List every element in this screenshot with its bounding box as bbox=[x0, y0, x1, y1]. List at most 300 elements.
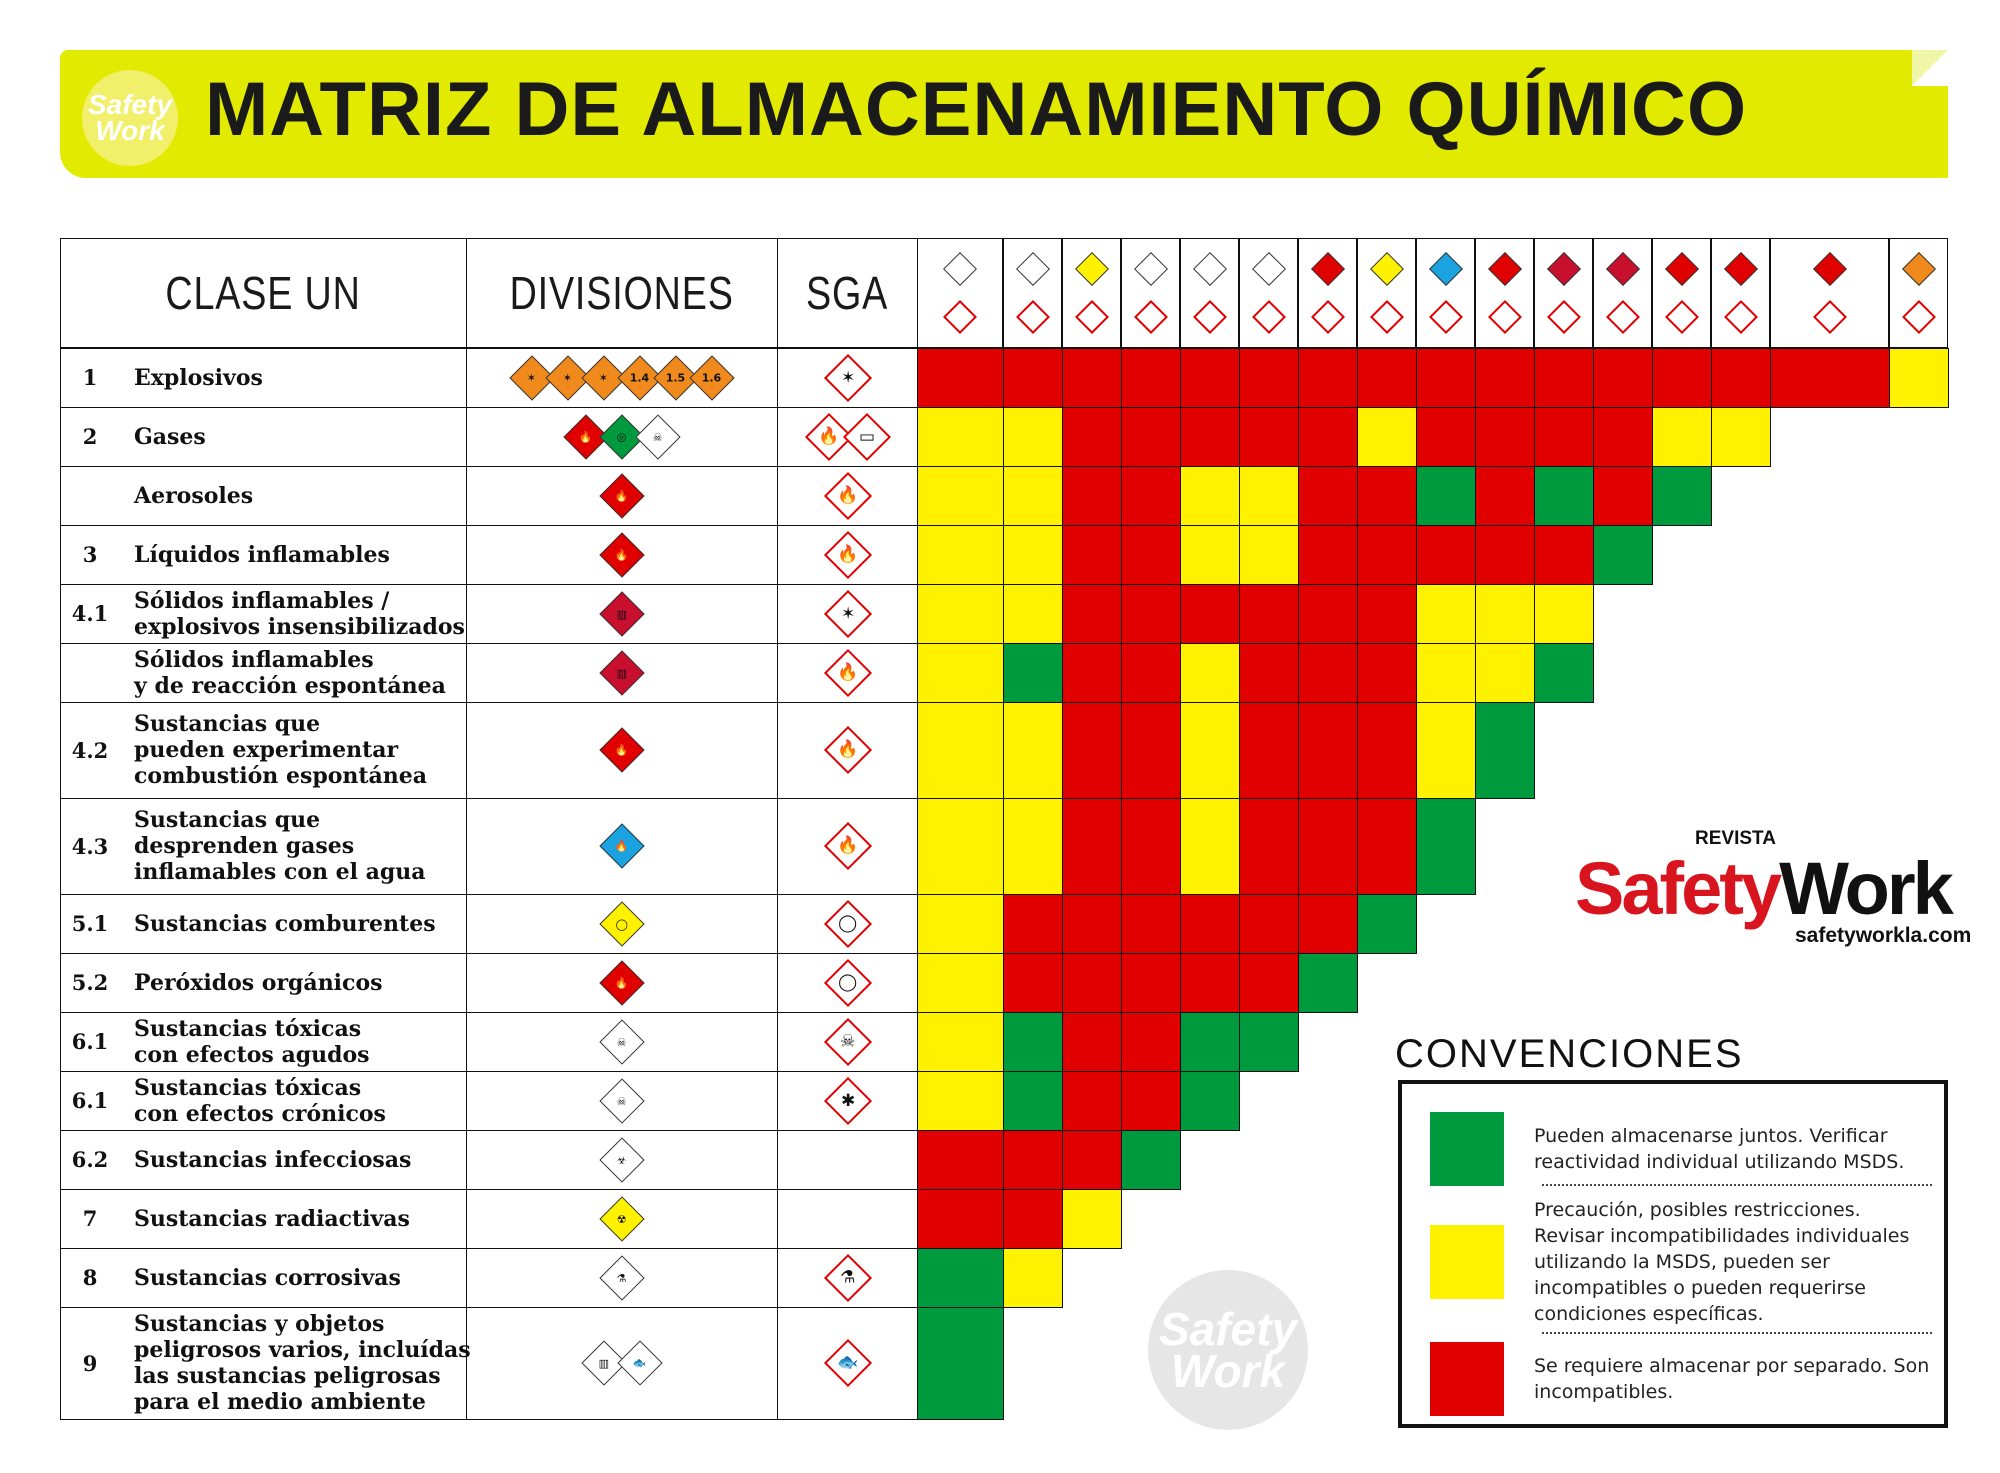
legend-green-text: Pueden almacenarse juntos. Verificar reactividad individual utilizando MSDS. bbox=[1534, 1125, 1905, 1173]
row-divisions bbox=[466, 466, 778, 525]
matrix-cell bbox=[1239, 348, 1299, 408]
grid-column-header bbox=[1534, 238, 1593, 348]
row-class-number: 6.1 bbox=[71, 1029, 109, 1054]
matrix-cell bbox=[1062, 1189, 1122, 1249]
matrix-cell bbox=[1121, 525, 1181, 585]
matrix-cell bbox=[1003, 584, 1063, 644]
ghs-pictogram-icon: 🔥 bbox=[804, 412, 852, 460]
row-class-number: 9 bbox=[82, 1350, 98, 1376]
row-sga-pictograms bbox=[777, 1130, 918, 1189]
column-divider bbox=[60, 348, 61, 1419]
matrix-cell bbox=[917, 1130, 1004, 1190]
matrix-cell bbox=[1357, 894, 1417, 954]
matrix-cell bbox=[1593, 407, 1653, 467]
matrix-cell bbox=[1239, 525, 1299, 585]
ghs-pictogram-icon bbox=[1547, 300, 1581, 334]
ghs-pictogram-icon bbox=[1665, 300, 1699, 334]
matrix-cell bbox=[1180, 584, 1240, 644]
ghs-pictogram-icon: 🔥 bbox=[823, 648, 871, 696]
ghs-pictogram-icon bbox=[1075, 300, 1109, 334]
legend-yellow-swatch bbox=[1430, 1225, 1504, 1299]
hazard-diamond-icon bbox=[1311, 252, 1345, 286]
hazard-diamond-icon: ▥ bbox=[599, 591, 644, 636]
hazard-diamond-icon bbox=[1488, 252, 1522, 286]
ghs-pictogram-icon: ▭ bbox=[842, 412, 890, 460]
hazard-diamond-icon: ☠ bbox=[599, 1078, 644, 1123]
matrix-cell bbox=[1239, 584, 1299, 644]
matrix-cell bbox=[1298, 466, 1358, 526]
matrix-cell bbox=[917, 525, 1004, 585]
row-class-label: Sustancias comburentes bbox=[134, 910, 436, 937]
matrix-cell bbox=[1062, 798, 1122, 895]
hazard-diamond-icon: 🔥 bbox=[599, 960, 644, 1005]
hazard-diamond-icon: ◎ bbox=[599, 414, 644, 459]
hazard-diamond-icon: 🐟 bbox=[617, 1340, 662, 1385]
row-class-label: Sólidos inflamables / explosivos insensibilizados bbox=[134, 587, 465, 640]
row-divisions bbox=[466, 407, 778, 466]
hazard-diamond-icon bbox=[1193, 252, 1227, 286]
row-class-number: 6.1 bbox=[71, 1088, 109, 1113]
conventions-legend bbox=[1398, 1080, 1948, 1428]
row-class-label: Sustancias que pueden experimentar combustión espontánea bbox=[134, 711, 428, 789]
row-divisions bbox=[466, 953, 778, 1012]
hazard-diamond-icon: 🔥 bbox=[599, 823, 644, 868]
legend-yellow-text: Precaución, posibles restricciones. Revisar incompatibilidades individuales utilizando la MSDS, pueden ser incompatibles o pueden requerirse condiciones específicas. bbox=[1534, 1199, 1910, 1325]
hazard-diamond-icon: 1.4 bbox=[617, 355, 662, 400]
matrix-cell bbox=[1298, 798, 1358, 895]
row-class-number: 2 bbox=[82, 424, 98, 449]
row-divisions bbox=[466, 1307, 778, 1419]
grid-column-header bbox=[1357, 238, 1416, 348]
matrix-cell bbox=[1239, 466, 1299, 526]
matrix-cell bbox=[1239, 894, 1299, 954]
matrix-cell bbox=[1416, 702, 1476, 799]
legend-green bbox=[1430, 1104, 1930, 1194]
hazard-diamond-icon: 1.5 bbox=[653, 355, 698, 400]
matrix-cell bbox=[1475, 643, 1535, 703]
matrix-cell bbox=[1180, 407, 1240, 467]
hazard-diamond-icon: ⚗ bbox=[599, 1255, 644, 1300]
ghs-pictogram-icon bbox=[1311, 300, 1345, 334]
ghs-pictogram-icon bbox=[1370, 300, 1404, 334]
hazard-diamond-icon: 🔥 bbox=[599, 532, 644, 577]
matrix-cell bbox=[1062, 584, 1122, 644]
matrix-cell bbox=[1003, 466, 1063, 526]
matrix-cell bbox=[1180, 798, 1240, 895]
grid-column-header bbox=[1593, 238, 1652, 348]
matrix-cell bbox=[1180, 466, 1240, 526]
matrix-cell bbox=[1475, 525, 1535, 585]
matrix-cell bbox=[1003, 894, 1063, 954]
matrix-cell bbox=[1239, 1012, 1299, 1072]
matrix-cell bbox=[1003, 643, 1063, 703]
matrix-cell bbox=[1239, 798, 1299, 895]
ghs-pictogram-icon: ◯ bbox=[823, 958, 871, 1006]
matrix-cell bbox=[1062, 1130, 1122, 1190]
hazard-diamond-icon: ✶ bbox=[545, 355, 590, 400]
hazard-diamond-icon bbox=[1724, 252, 1758, 286]
row-class-number: 4.1 bbox=[71, 601, 109, 626]
ghs-pictogram-icon bbox=[1902, 300, 1936, 334]
matrix-cell bbox=[1534, 348, 1594, 408]
matrix-cell bbox=[1357, 525, 1417, 585]
row-class-label: Sustancias radiactivas bbox=[134, 1205, 410, 1232]
ghs-pictogram-icon: ◯ bbox=[823, 899, 871, 947]
matrix-cell bbox=[1357, 466, 1417, 526]
matrix-cell bbox=[917, 1189, 1004, 1249]
matrix-cell bbox=[917, 702, 1004, 799]
matrix-cell bbox=[1062, 466, 1122, 526]
hazard-diamond-icon bbox=[1134, 252, 1168, 286]
row-class-number bbox=[60, 643, 120, 702]
matrix-cell bbox=[1298, 584, 1358, 644]
hazard-diamond-icon: ▥ bbox=[599, 650, 644, 695]
ghs-pictogram-icon: ✶ bbox=[823, 353, 871, 401]
matrix-cell bbox=[1062, 407, 1122, 467]
matrix-cell bbox=[1180, 348, 1240, 408]
grid-column-header bbox=[1298, 238, 1357, 348]
matrix-cell bbox=[1062, 894, 1122, 954]
row-class-number: 8 bbox=[82, 1265, 98, 1290]
matrix-cell bbox=[1121, 466, 1181, 526]
matrix-cell bbox=[1298, 702, 1358, 799]
row-divider bbox=[60, 1419, 917, 1420]
matrix-cell bbox=[1121, 953, 1181, 1013]
row-class-label: Sustancias que desprenden gases inflamables con el agua bbox=[134, 807, 426, 885]
matrix-cell bbox=[1534, 643, 1594, 703]
matrix-cell bbox=[1416, 584, 1476, 644]
hazard-diamond-icon bbox=[1252, 252, 1286, 286]
row-class-label: Sustancias corrosivas bbox=[134, 1264, 401, 1291]
matrix-cell bbox=[1298, 643, 1358, 703]
matrix-cell bbox=[1357, 798, 1417, 895]
matrix-cell bbox=[1003, 702, 1063, 799]
safetywork-logo bbox=[82, 70, 178, 166]
matrix-cell bbox=[1770, 348, 1890, 408]
matrix-cell bbox=[1298, 894, 1358, 954]
ghs-pictogram-icon bbox=[1488, 300, 1522, 334]
header-clase-un: CLASE UN bbox=[60, 238, 467, 348]
matrix-cell bbox=[1593, 466, 1653, 526]
hazard-diamond-icon bbox=[1547, 252, 1581, 286]
ghs-pictogram-icon: ☠ bbox=[823, 1017, 871, 1065]
matrix-cell bbox=[917, 348, 1004, 408]
matrix-cell bbox=[1239, 407, 1299, 467]
matrix-cell bbox=[1003, 1130, 1063, 1190]
matrix-cell bbox=[1357, 702, 1417, 799]
matrix-cell bbox=[917, 407, 1004, 467]
matrix-cell bbox=[1357, 643, 1417, 703]
hazard-diamond-icon: 🔥 bbox=[563, 414, 608, 459]
matrix-cell bbox=[1298, 525, 1358, 585]
matrix-cell bbox=[1475, 702, 1535, 799]
matrix-cell bbox=[1593, 525, 1653, 585]
legend-divider bbox=[1542, 1184, 1932, 1186]
row-divisions bbox=[466, 1248, 778, 1307]
row-sga-pictograms bbox=[777, 894, 918, 953]
row-divisions bbox=[466, 1012, 778, 1071]
row-class-label: Gases bbox=[134, 423, 206, 450]
row-sga-pictograms bbox=[777, 407, 918, 466]
matrix-cell bbox=[1121, 1130, 1181, 1190]
hazard-diamond-icon: 1.6 bbox=[689, 355, 734, 400]
hazard-diamond-icon bbox=[943, 252, 977, 286]
ghs-pictogram-icon: 🔥 bbox=[823, 530, 871, 578]
matrix-cell bbox=[1062, 953, 1122, 1013]
row-divisions bbox=[466, 1189, 778, 1248]
grid-column-header bbox=[1652, 238, 1711, 348]
matrix-cell bbox=[1180, 525, 1240, 585]
hazard-diamond-icon: ☣ bbox=[599, 1137, 644, 1182]
hazard-diamond-icon: ▥ bbox=[581, 1340, 626, 1385]
matrix-cell bbox=[1416, 798, 1476, 895]
row-sga-pictograms bbox=[777, 1071, 918, 1130]
matrix-cell bbox=[1534, 407, 1594, 467]
row-sga-pictograms bbox=[777, 348, 918, 407]
matrix-cell bbox=[1534, 525, 1594, 585]
matrix-cell bbox=[1180, 1012, 1240, 1072]
matrix-cell bbox=[1239, 643, 1299, 703]
row-class-label: Sustancias y objetos peligrosos varios, incluídas las sustancias peligrosas para el medio ambiente bbox=[134, 1311, 471, 1415]
ghs-pictogram-icon bbox=[1429, 300, 1463, 334]
row-divisions bbox=[466, 643, 778, 702]
ghs-pictogram-icon: 🔥 bbox=[823, 822, 871, 870]
row-class-number: 5.2 bbox=[71, 970, 109, 995]
matrix-cell bbox=[917, 953, 1004, 1013]
matrix-cell bbox=[1180, 1071, 1240, 1131]
row-class-number: 4.3 bbox=[71, 833, 109, 859]
hazard-diamond-icon: ☠ bbox=[599, 1019, 644, 1064]
matrix-cell bbox=[1889, 348, 1949, 408]
matrix-cell bbox=[1003, 953, 1063, 1013]
matrix-cell bbox=[1534, 584, 1594, 644]
legend-red-swatch bbox=[1430, 1342, 1504, 1416]
legend-yellow bbox=[1430, 1192, 1930, 1332]
matrix-cell bbox=[1180, 894, 1240, 954]
watermark-logo: Safety Work bbox=[1148, 1270, 1308, 1430]
grid-column-header bbox=[1062, 238, 1121, 348]
row-sga-pictograms bbox=[777, 1248, 918, 1307]
matrix-cell bbox=[917, 894, 1004, 954]
row-class-label: Sustancias tóxicas con efectos agudos bbox=[134, 1015, 370, 1068]
matrix-cell bbox=[1416, 525, 1476, 585]
row-divisions bbox=[466, 525, 778, 584]
hazard-diamond-icon: ☠ bbox=[635, 414, 680, 459]
grid-column-header bbox=[1239, 238, 1298, 348]
matrix-cell bbox=[1180, 953, 1240, 1013]
matrix-cell bbox=[1062, 525, 1122, 585]
brand-revista: REVISTA bbox=[1695, 828, 1776, 849]
matrix-cell bbox=[1357, 348, 1417, 408]
ghs-pictogram-icon: 🔥 bbox=[823, 471, 871, 519]
row-divisions bbox=[466, 702, 778, 798]
matrix-cell bbox=[1652, 348, 1712, 408]
grid-column-header bbox=[1711, 238, 1770, 348]
row-class-number: 5.1 bbox=[71, 911, 109, 936]
matrix-cell bbox=[917, 643, 1004, 703]
hazard-diamond-icon: 🔥 bbox=[599, 473, 644, 518]
matrix-cell bbox=[1003, 525, 1063, 585]
matrix-cell bbox=[1475, 466, 1535, 526]
legend-red bbox=[1430, 1336, 1930, 1422]
matrix-cell bbox=[1711, 407, 1771, 467]
matrix-cell bbox=[1298, 407, 1358, 467]
ghs-pictogram-icon: 🔥 bbox=[823, 726, 871, 774]
hazard-diamond-icon bbox=[1429, 252, 1463, 286]
matrix-cell bbox=[1121, 1012, 1181, 1072]
matrix-cell bbox=[917, 466, 1004, 526]
row-class-label: Explosivos bbox=[134, 364, 263, 391]
matrix-cell bbox=[1652, 466, 1712, 526]
grid-column-header bbox=[1121, 238, 1180, 348]
row-sga-pictograms bbox=[777, 466, 918, 525]
ghs-pictogram-icon: ⚗ bbox=[823, 1253, 871, 1301]
row-class-label: Líquidos inflamables bbox=[134, 541, 390, 568]
ghs-pictogram-icon: ✱ bbox=[823, 1076, 871, 1124]
matrix-cell bbox=[1416, 643, 1476, 703]
column-divider bbox=[466, 348, 467, 1419]
matrix-cell bbox=[1711, 348, 1771, 408]
brand-name: SafetyWork bbox=[1575, 847, 1951, 930]
row-class-number: 7 bbox=[82, 1206, 98, 1231]
matrix-cell bbox=[1121, 798, 1181, 895]
legend-red-text: Se requiere almacenar por separado. Son incompatibles. bbox=[1534, 1355, 1930, 1403]
matrix-cell bbox=[1180, 643, 1240, 703]
logo-line1: Safety bbox=[87, 89, 173, 120]
matrix-cell bbox=[1357, 407, 1417, 467]
row-divisions bbox=[466, 1071, 778, 1130]
hazard-diamond-icon: ✶ bbox=[581, 355, 626, 400]
hazard-diamond-icon bbox=[1813, 252, 1847, 286]
hazard-diamond-icon bbox=[1016, 252, 1050, 286]
row-class-number: 4.2 bbox=[71, 737, 109, 763]
matrix-cell bbox=[917, 1071, 1004, 1131]
ghs-pictogram-icon: ✶ bbox=[823, 589, 871, 637]
header-sga: SGA bbox=[777, 238, 918, 348]
row-sga-pictograms bbox=[777, 584, 918, 643]
matrix-cell bbox=[917, 798, 1004, 895]
matrix-cell bbox=[1062, 1071, 1122, 1131]
matrix-cell bbox=[1298, 953, 1358, 1013]
row-divisions bbox=[466, 1130, 778, 1189]
row-sga-pictograms bbox=[777, 1012, 918, 1071]
row-class-label: Sustancias tóxicas con efectos crónicos bbox=[134, 1074, 386, 1127]
matrix-cell bbox=[1475, 584, 1535, 644]
matrix-cell bbox=[1121, 643, 1181, 703]
row-class-number: 6.2 bbox=[71, 1147, 109, 1172]
matrix-cell bbox=[1416, 348, 1476, 408]
row-sga-pictograms bbox=[777, 525, 918, 584]
ghs-pictogram-icon bbox=[1193, 300, 1227, 334]
matrix-cell bbox=[1121, 894, 1181, 954]
matrix-cell bbox=[1062, 348, 1122, 408]
logo-line2: Work bbox=[95, 115, 165, 146]
row-divisions bbox=[466, 348, 778, 407]
ghs-pictogram-icon: 🐟 bbox=[823, 1339, 871, 1387]
row-class-label: Peróxidos orgánicos bbox=[134, 969, 383, 996]
matrix-cell bbox=[1121, 348, 1181, 408]
hazard-diamond-icon: 🔥 bbox=[599, 727, 644, 772]
row-sga-pictograms bbox=[777, 1189, 918, 1248]
matrix-cell bbox=[1003, 407, 1063, 467]
hazard-diamond-icon bbox=[1370, 252, 1404, 286]
ghs-pictogram-icon bbox=[1016, 300, 1050, 334]
row-sga-pictograms bbox=[777, 702, 918, 798]
hazard-diamond-icon: ◯ bbox=[599, 901, 644, 946]
row-class-label: Sustancias infecciosas bbox=[134, 1146, 412, 1173]
matrix-cell bbox=[1121, 702, 1181, 799]
matrix-cell bbox=[917, 584, 1004, 644]
banner-corner-fold bbox=[1912, 50, 1948, 86]
matrix-cell bbox=[1475, 407, 1535, 467]
ghs-pictogram-icon bbox=[1724, 300, 1758, 334]
grid-column-header bbox=[1770, 238, 1889, 348]
row-class-number: 3 bbox=[82, 542, 98, 567]
matrix-cell bbox=[1121, 1071, 1181, 1131]
ghs-pictogram-icon bbox=[1252, 300, 1286, 334]
row-sga-pictograms bbox=[777, 798, 918, 894]
matrix-cell bbox=[1534, 466, 1594, 526]
matrix-cell bbox=[1121, 407, 1181, 467]
ghs-pictogram-icon bbox=[943, 300, 977, 334]
grid-column-header bbox=[1003, 238, 1062, 348]
grid-column-header bbox=[917, 238, 1003, 348]
hazard-diamond-icon bbox=[1606, 252, 1640, 286]
row-divisions bbox=[466, 894, 778, 953]
row-class-label: Aerosoles bbox=[134, 482, 254, 509]
row-class-number: 1 bbox=[82, 365, 98, 390]
legend-divider bbox=[1542, 1332, 1932, 1334]
matrix-cell bbox=[1652, 407, 1712, 467]
matrix-cell bbox=[1593, 348, 1653, 408]
row-divisions bbox=[466, 798, 778, 894]
matrix-cell bbox=[1239, 953, 1299, 1013]
row-sga-pictograms bbox=[777, 1307, 918, 1419]
grid-column-header bbox=[1475, 238, 1534, 348]
matrix-cell bbox=[1003, 1189, 1063, 1249]
row-sga-pictograms bbox=[777, 953, 918, 1012]
matrix-cell bbox=[1121, 584, 1181, 644]
matrix-cell bbox=[917, 1248, 1004, 1308]
column-divider bbox=[777, 348, 778, 1419]
matrix-cell bbox=[1003, 348, 1063, 408]
matrix-cell bbox=[1003, 1012, 1063, 1072]
matrix-cell bbox=[1475, 348, 1535, 408]
matrix-cell bbox=[1416, 407, 1476, 467]
page-title: MATRIZ DE ALMACENAMIENTO QUÍMICO bbox=[205, 67, 1748, 152]
matrix-cell bbox=[1062, 1012, 1122, 1072]
hazard-diamond-icon bbox=[1902, 252, 1936, 286]
matrix-cell bbox=[1003, 1071, 1063, 1131]
matrix-cell bbox=[1062, 643, 1122, 703]
legend-green-swatch bbox=[1430, 1112, 1504, 1186]
matrix-cell bbox=[1062, 702, 1122, 799]
matrix-cell bbox=[917, 1012, 1004, 1072]
ghs-pictogram-icon bbox=[1606, 300, 1640, 334]
hazard-diamond-icon: ☢ bbox=[599, 1196, 644, 1241]
grid-column-header bbox=[1889, 238, 1948, 348]
header-divisiones: DIVISIONES bbox=[466, 238, 778, 348]
row-class-label: Sólidos inflamables y de reacción espontánea bbox=[134, 646, 446, 699]
matrix-cell bbox=[1180, 702, 1240, 799]
matrix-cell bbox=[1239, 702, 1299, 799]
matrix-cell bbox=[1357, 584, 1417, 644]
grid-column-header bbox=[1180, 238, 1239, 348]
hazard-diamond-icon bbox=[1665, 252, 1699, 286]
matrix-cell bbox=[1003, 798, 1063, 895]
row-divisions bbox=[466, 584, 778, 643]
matrix-cell bbox=[1416, 466, 1476, 526]
